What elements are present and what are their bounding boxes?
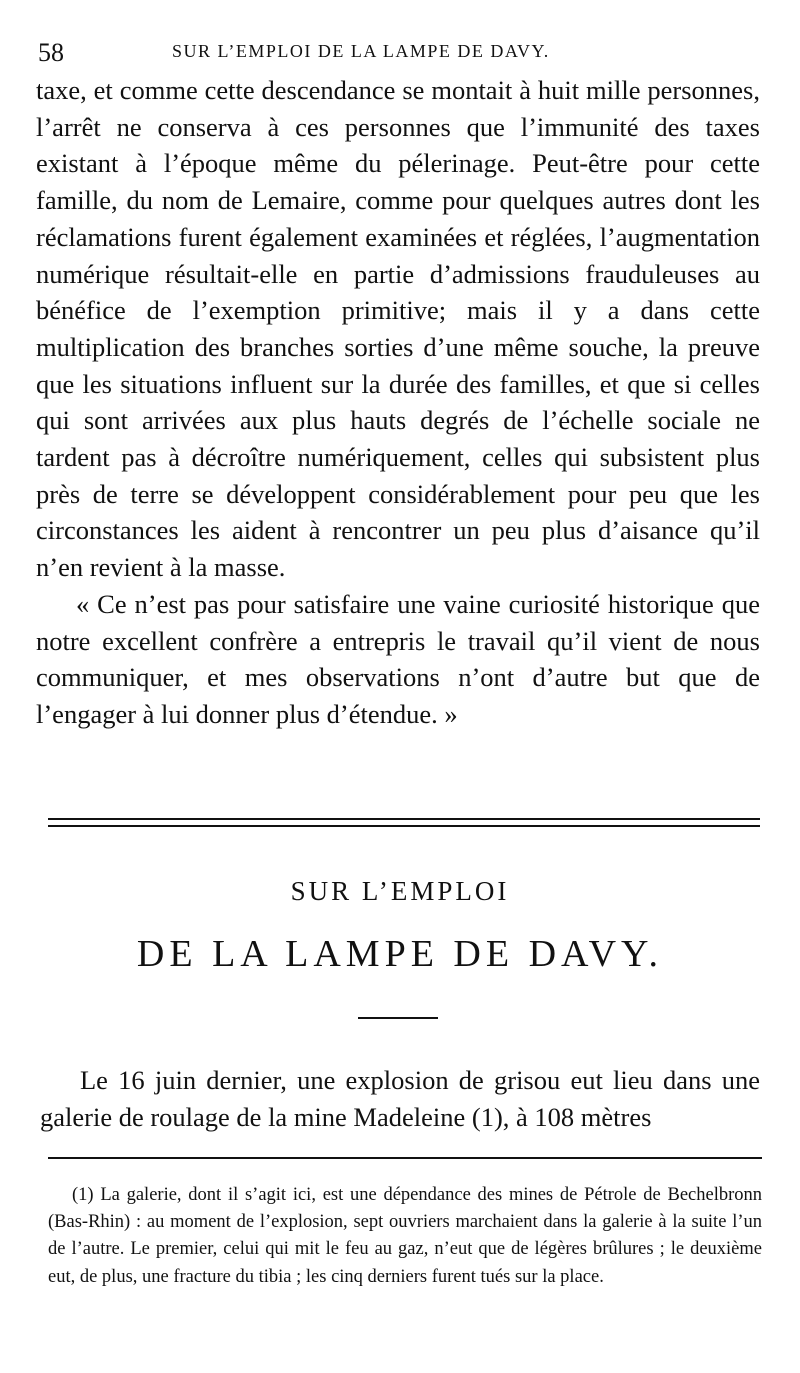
title-separator-rule xyxy=(358,1017,438,1019)
page-number: 58 xyxy=(38,38,64,67)
footnote-text: (1) La galerie, dont il s’agit ici, est une dépendance des mines de Pétrole de Bechelbronn (Bas-Rhin) : au moment de l’explosion, sept ouvriers marchaient dans la galerie à la suite l’un de l’autre. Le premier, celui qui mit le feu au gaz, n’eut que de légères brûlures ; le deuxième eut, de plus, une fracture du tibia ; les cinq derniers furent tués sur la place. xyxy=(48,1185,762,1287)
running-title: SUR L’EMPLOI DE LA LAMPE DE DAVY. xyxy=(172,41,550,61)
continued-text xyxy=(36,72,760,733)
article-title-line-1: SUR L’EMPLOI xyxy=(290,876,510,906)
footnote-rule xyxy=(48,1157,762,1159)
article-body xyxy=(40,1062,760,1135)
footnote xyxy=(48,1182,762,1291)
section-double-rule xyxy=(48,818,760,827)
article-first-paragraph: Le 16 juin dernier, une explosion de grisou eut lieu dans une galerie de roulage de la mine Madeleine (1), à 108 mètres xyxy=(40,1065,760,1132)
body-paragraph-quote: « Ce n’est pas pour satisfaire une vaine curiosité historique que notre excellent confrère a entrepris le travail qu’il vient de nous communiquer, et mes observations n’ont d’autre but que de l’engager à lui donner plus d’étendue. » xyxy=(36,588,760,729)
article-title-line-2: DE LA LAMPE DE DAVY. xyxy=(136,933,664,975)
body-paragraph: taxe, et comme cette descendance se montait à huit mille personnes, l’arrêt ne conserva à ces personnes que l’immunité des taxes existant à l’époque même du pélerinage. Peut-être pour cette famille, du nom de Lemaire, comme pour quelques autres dont les réclamations furent également examinées et réglées, l’augmentation numérique résultait-elle en partie d’admissions frauduleuses au bénéfice de l’exemption primitive; mais il y a dans cette multiplication des branches sorties d’une même souche, la preuve que les situations influent sur la durée des familles, et que si celles qui sont arrivées aux plus hauts degrés de l’échelle sociale ne tardent pas à décroître numériquement, celles qui subsistent plus près de terre se développent considérablement pour peu que les circonstances les aident à rencontrer un peu plus d’aisance qu’il n’en revient à la masse. xyxy=(36,75,760,583)
page-header xyxy=(38,38,760,68)
